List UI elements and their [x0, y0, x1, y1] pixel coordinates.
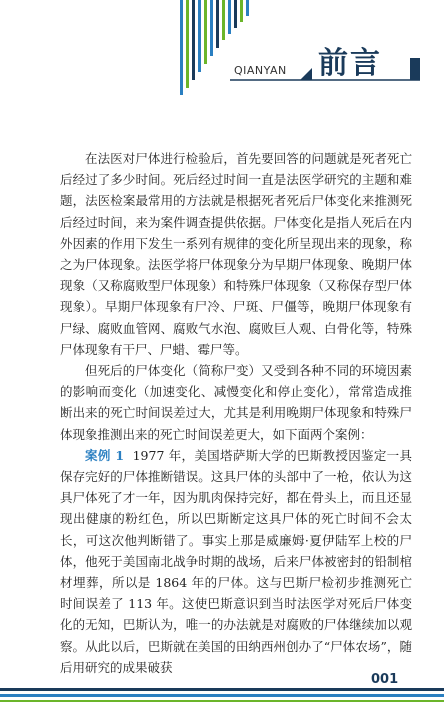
header-title-en: QIANYAN — [234, 64, 287, 77]
header-title-cn: 前言 — [318, 46, 382, 81]
chapter-header — [0, 0, 444, 120]
case-label: 案例 1 — [85, 447, 125, 463]
case-text: 1977 年，美国塔萨斯大学的巴斯教授因鉴定一具保存完好的尸体推断错误。这具尸体的头部中了一枪，依认为这具尸体死了才一年，因为肌肉保持完好，都在骨头上，而且还显现出健康的粉红色，所以巴斯断定这具尸体的死亡时间不会太长，可这次他判断错了。事实上那是威廉姆·夏伊陆军上校的尸体，他死于美国南北战争时期的战场，后来尸体被密封的铅制棺材埋葬，所以是 1864 年的尸体。这与巴斯尸检初步推测死亡时间误差了 113 年。这使巴斯意识到当时法医学对死后尸体变化的无知，巴斯认为，唯一的办法就是对腐败的尸体继续加以观察。从此以后，巴斯就在美国的田纳西州创办了“尸体农场”，随后用研究的成果破获 — [60, 447, 412, 675]
footer-stripe — [0, 686, 444, 704]
page-number: 001 — [371, 672, 399, 687]
body-text — [60, 148, 412, 678]
paragraph-1: 在法医对尸体进行检验后，首先要回答的问题就是死者死亡后经过了多少时间。死后经过时间一直是法医学研究的主题和难题，法医检案最常用的方法就是根据死者死后尸体变化来推测死后经过时间，来为案件调查提供依据。尸体变化是指人死后在内外因素的作用下发生一系列有规律的变化所呈现出来的现象，称之为尸体现象。法医学将尸体现象分为早期尸体现象、晚期尸体现象（又称腐败型尸体现象）和特殊尸体现象（又称保存型尸体现象）。早期尸体现象有尸冷、尸斑、尸僵等，晚期尸体现象有尸绿、腐败血管网、腐败气水泡、腐败巨人观、白骨化等，特殊尸体现象有干尸、尸蜡、霉尸等。 — [60, 151, 412, 357]
paragraph-case-1 — [60, 445, 412, 678]
paragraph-2: 但死后的尸体变化（简称尸变）又受到各种不同的环境因素的影响而变化（加速变化、减慢变化和停止变化），常常造成推断出来的死亡时间误差过大，尤其是利用晚期尸体现象和特殊尸体现象推测出来的死亡时间误差更大，如下面两个案例： — [60, 363, 412, 442]
